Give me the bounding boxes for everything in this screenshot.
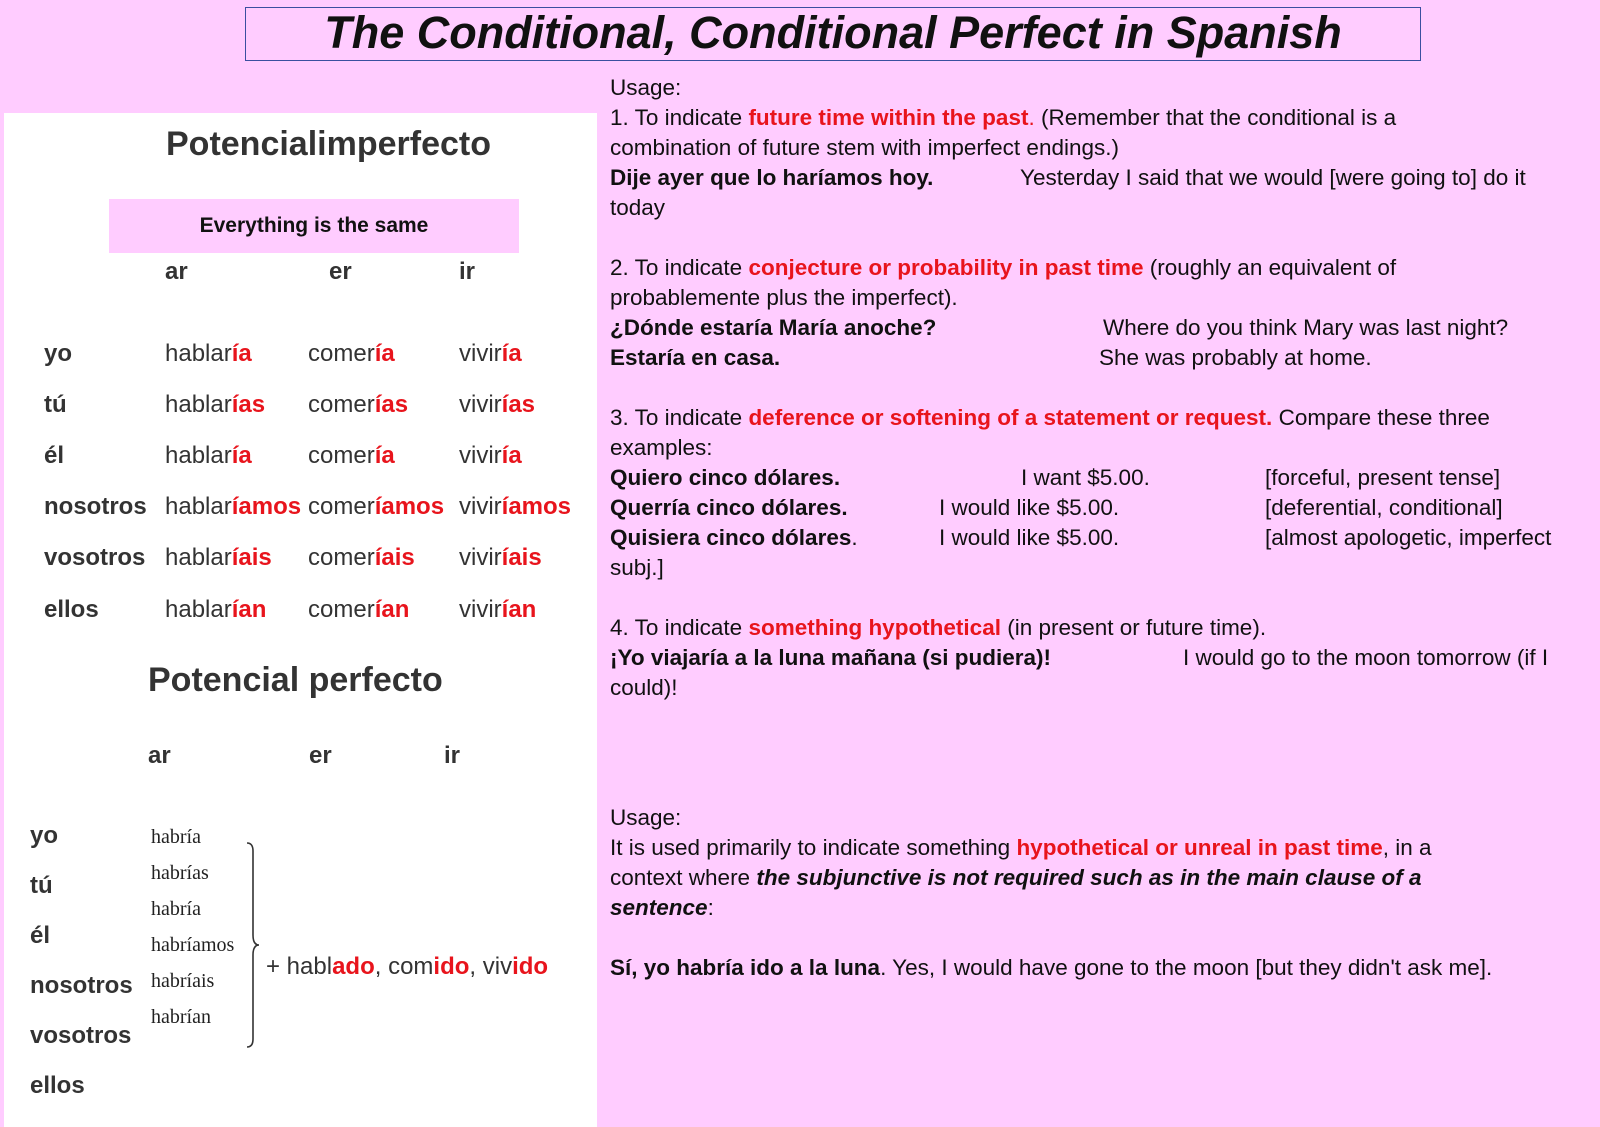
conj-ar: hablarían — [165, 596, 267, 623]
conj-ir: viviríais — [459, 544, 542, 571]
example-spanish: Dije ayer que lo haríamos hoy. — [610, 165, 934, 190]
pronoun: ellos — [30, 1072, 85, 1099]
example-english: could)! — [610, 675, 678, 700]
example-english: Yesterday I said that we would [were going to] do it — [1020, 165, 1526, 190]
usage-text: examples: — [610, 435, 713, 460]
column-header-ir: ir — [444, 742, 461, 769]
conj-er: comerían — [308, 596, 410, 623]
past-participles: + hablado, comido, vivido — [266, 953, 549, 980]
conj-er: comería — [308, 442, 395, 469]
example-english: She was probably at home. — [1099, 345, 1372, 370]
example-note: subj.] — [610, 555, 664, 580]
usage-text: probablemente plus the imperfect). — [610, 285, 958, 310]
example-spanish: Quisiera cinco dólares. — [610, 525, 858, 550]
usage-point-2: 2. To indicate conjecture or probability in past time (roughly an equivalent of — [610, 255, 1397, 280]
conj-ar: hablaríamos — [165, 493, 302, 520]
pronoun: yo — [30, 822, 59, 849]
conj-ir: viviría — [459, 442, 522, 469]
usage-text: context where the subjunctive is not required such as in the main clause of a — [610, 865, 1422, 890]
example-note: [forceful, present tense] — [1265, 465, 1501, 490]
pronoun: vosotros — [44, 544, 146, 571]
conj-er: comerías — [308, 391, 409, 418]
conj-ar: hablarías — [165, 391, 266, 418]
usage-text: sentence: — [610, 895, 714, 920]
example-english: I would like $5.00. — [939, 495, 1120, 520]
auxiliary-verb: habríais — [151, 970, 215, 992]
pronoun: yo — [44, 340, 73, 367]
section-heading-conditional: Potencialimperfecto — [166, 125, 491, 163]
pronoun: nosotros — [30, 972, 133, 999]
pronoun: tú — [30, 872, 53, 899]
usage-label: Usage: — [610, 75, 682, 100]
example-spanish: Quiero cinco dólares. — [610, 465, 841, 490]
auxiliary-verb: habría — [151, 898, 201, 920]
right-brace-icon — [245, 841, 261, 1049]
pronoun: él — [30, 922, 51, 949]
auxiliary-verb: habrían — [151, 1006, 211, 1028]
conj-ir: viviría — [459, 340, 522, 367]
conj-ir: vivirías — [459, 391, 536, 418]
example-english: Where do you think Mary was last night? — [1103, 315, 1509, 340]
example-sentence: Sí, yo habría ido a la luna. Yes, I would have gone to the moon [but they didn't ask me]. — [610, 955, 1493, 980]
column-header-er: er — [309, 742, 332, 769]
example-english: I would go to the moon tomorrow (if I — [1183, 645, 1549, 670]
conj-er: comería — [308, 340, 395, 367]
auxiliary-verb: habría — [151, 826, 201, 848]
conj-ir: vivirían — [459, 596, 537, 623]
conj-er: comeríais — [308, 544, 415, 571]
page-title: The Conditional, Conditional Perfect in Spanish — [245, 7, 1421, 61]
usage-label: Usage: — [610, 805, 682, 830]
conj-ar: hablaría — [165, 442, 252, 469]
pronoun: ellos — [44, 596, 99, 623]
column-header-ir: ir — [459, 258, 476, 285]
example-english: I want $5.00. — [1021, 465, 1150, 490]
note-box: Everything is the same — [109, 199, 519, 253]
conj-ir: viviríamos — [459, 493, 572, 520]
example-spanish: Estaría en casa. — [610, 345, 781, 370]
example-spanish: Querría cinco dólares. — [610, 495, 848, 520]
pronoun: nosotros — [44, 493, 147, 520]
conj-er: comeríamos — [308, 493, 445, 520]
pronoun: tú — [44, 391, 67, 418]
pronoun: vosotros — [30, 1022, 132, 1049]
example-note: [deferential, conditional] — [1265, 495, 1503, 520]
usage-text: It is used primarily to indicate something hypothetical or unreal in past time, in a — [610, 835, 1432, 860]
example-note: [almost apologetic, imperfect — [1265, 525, 1552, 550]
section-heading-conditional-perfect: Potencial perfecto — [148, 661, 443, 699]
example-spanish: ¿Dónde estaría María anoche? — [610, 315, 937, 340]
example-english: I would like $5.00. — [939, 525, 1120, 550]
usage-point-1: 1. To indicate future time within the past. (Remember that the conditional is a — [610, 105, 1397, 130]
usage-point-4: 4. To indicate something hypothetical (in present or future time). — [610, 615, 1267, 640]
usage-text: combination of future stem with imperfect endings.) — [610, 135, 1119, 160]
auxiliary-verb: habrías — [151, 862, 209, 884]
auxiliary-verb: habríamos — [151, 934, 235, 956]
example-spanish: ¡Yo viajaría a la luna mañana (si pudiera)! — [610, 645, 1051, 670]
column-header-ar: ar — [148, 742, 171, 769]
conj-ar: hablaría — [165, 340, 252, 367]
column-header-er: er — [329, 258, 352, 285]
pronoun: él — [44, 442, 65, 469]
conjugation-panel — [4, 113, 597, 1127]
conj-ar: hablaríais — [165, 544, 272, 571]
usage-point-3: 3. To indicate deference or softening of a statement or request. Compare these three — [610, 405, 1490, 430]
example-english: today — [610, 195, 666, 220]
column-header-ar: ar — [165, 258, 188, 285]
